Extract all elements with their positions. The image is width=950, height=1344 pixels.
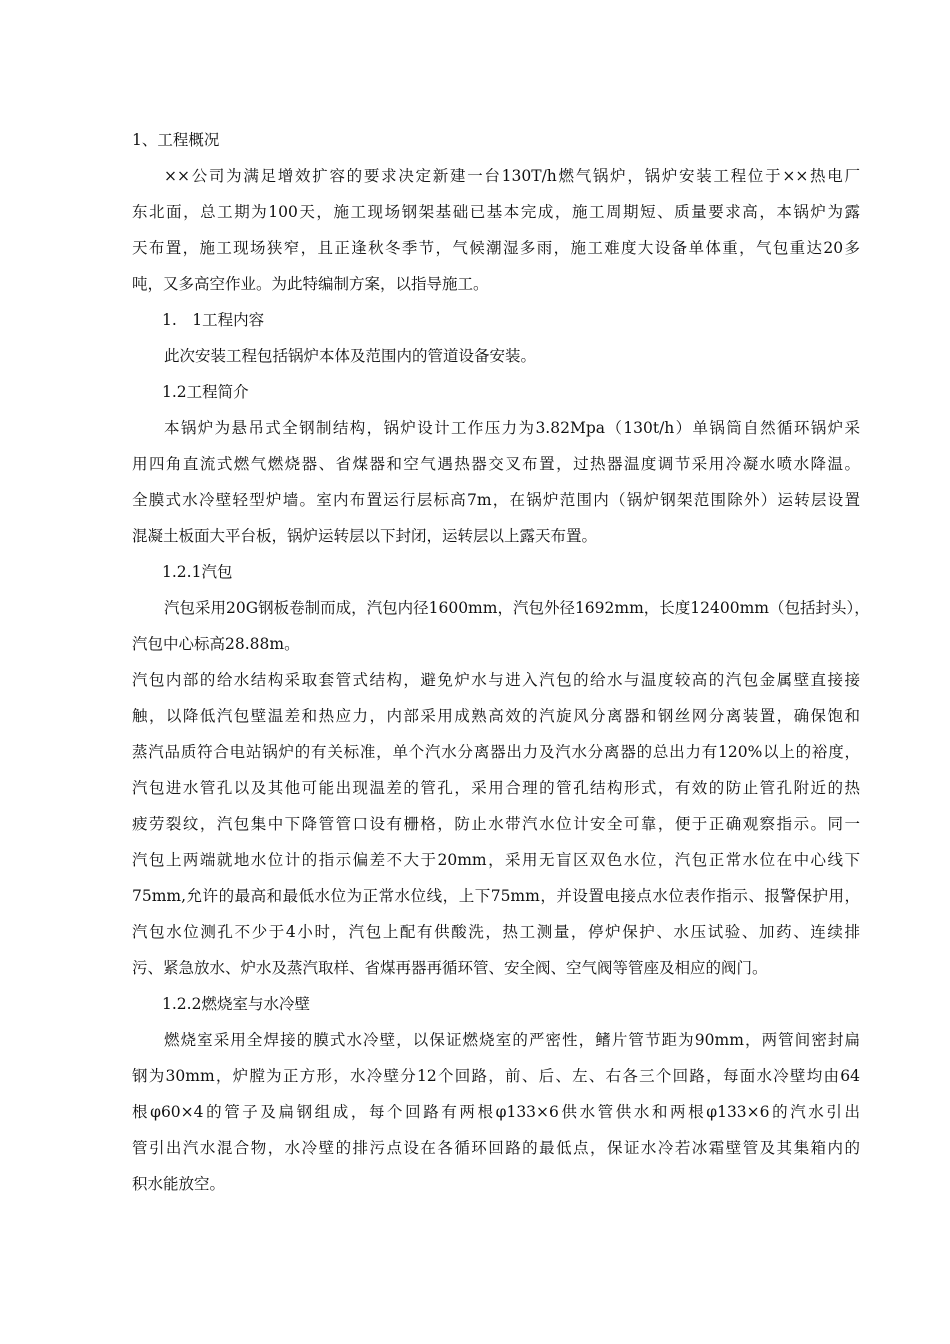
text-line: 蒸汽品质符合电站锅炉的有关标准，单个汽水分离器出力及汽水分离器的总出力有120%以上的裕度， xyxy=(132,743,860,761)
text-line: 燃烧室采用全焊接的膜式水冷壁，以保证燃烧室的严密性，鳍片管节距为90mm，两管间密封扁 xyxy=(164,1031,860,1049)
paragraph-drum-2 xyxy=(132,662,860,986)
heading-section-1-2-1: 1.2.1汽包 xyxy=(162,563,233,581)
text-line: 天布置，施工现场狭窄，且正逢秋冬季节，气候潮湿多雨，施工难度大设备单体重，气包重达20多 xyxy=(132,239,860,257)
text-line: 积水能放空。 xyxy=(132,1175,226,1193)
text-line: 管引出汽水混合物，水冷壁的排污点设在各循环回路的最低点，保证水冷若冰霜壁管及其集箱内的 xyxy=(132,1139,860,1157)
heading-section-1: 1、工程概况 xyxy=(132,131,220,149)
text-line: 污、紧急放水、炉水及蒸汽取样、省煤再器再循环管、安全阀、空气阀等管座及相应的阀门。 xyxy=(132,959,768,977)
text-line: 根φ60×4的管子及扁钢组成，每个回路有两根φ133×6供水管供水和两根φ133×6的汽水引出 xyxy=(132,1103,860,1121)
text-line: 钢为30mm，炉膛为正方形，水冷壁分12个回路，前、后、左、右各三个回路，每面水冷壁均由64 xyxy=(132,1067,860,1085)
heading-section-1-2: 1.2工程简介 xyxy=(162,383,249,401)
text-line: 全膜式水冷壁轻型炉墙。室内布置运行层标高7m，在锅炉范围内（锅炉钢架范围除外）运转层设置 xyxy=(132,491,860,509)
paragraph-content: 此次安装工程包括锅炉本体及范围内的管道设备安装。 xyxy=(164,347,537,365)
heading-section-1-1: 1. 1工程内容 xyxy=(162,311,265,329)
text-line: 吨，又多高空作业。为此特编制方案，以指导施工。 xyxy=(132,275,489,293)
paragraph-overview xyxy=(132,158,860,302)
text-line: 汽包进水管孔以及其他可能出现温差的管孔，采用合理的管孔结构形式，有效的防止管孔附近的热 xyxy=(132,779,860,797)
text-line: ××公司为满足增效扩容的要求决定新建一台130T/h燃气锅炉，锅炉安装工程位于××热电厂 xyxy=(164,167,860,185)
document-page xyxy=(132,122,870,1202)
paragraph-intro xyxy=(132,410,860,554)
text-line: 汽包中心标高28.88m。 xyxy=(132,635,300,653)
paragraph-furnace xyxy=(132,1022,860,1202)
text-line: 混凝土板面大平台板，锅炉运转层以下封闭，运转层以上露天布置。 xyxy=(132,527,598,545)
text-line: 75mm,允许的最高和最低水位为正常水位线，上下75mm，并设置电接点水位表作指示、报警保护用， xyxy=(132,887,860,905)
text-line: 本锅炉为悬吊式全钢制结构，锅炉设计工作压力为3.82Mpa（130t/h）单锅筒自然循环锅炉采 xyxy=(164,419,860,437)
text-line: 触，以降低汽包壁温差和热应力，内部采用成熟高效的汽旋风分离器和钢丝网分离装置，确保饱和 xyxy=(132,707,860,725)
heading-section-1-2-2: 1.2.2燃烧室与水冷壁 xyxy=(162,995,310,1013)
paragraph-drum-1 xyxy=(132,590,870,662)
text-line: 东北面，总工期为100天，施工现场钢架基础已基本完成，施工周期短、质量要求高，本锅炉为露 xyxy=(132,203,860,221)
text-line: 疲劳裂纹，汽包集中下降管管口设有栅格，防止水带汽水位计安全可靠，便于正确观察指示。同一 xyxy=(132,815,860,833)
text-line: 用四角直流式燃气燃烧器、省煤器和空气遇热器交叉布置，过热器温度调节采用冷凝水喷水降温。 xyxy=(132,455,860,473)
text-line: 汽包内部的给水结构采取套管式结构，避免炉水与进入汽包的给水与温度较高的汽包金属壁直接接 xyxy=(132,671,860,689)
text-line: 汽包采用20G钢板卷制而成，汽包内径1600mm，汽包外径1692mm，长度12400mm（包括封头）， xyxy=(164,599,870,617)
text-line: 汽包水位测孔不少于4小时，汽包上配有供酸洗，热工测量，停炉保护、水压试验、加药、连续排 xyxy=(132,923,860,941)
text-line: 汽包上两端就地水位计的指示偏差不大于20mm，采用无盲区双色水位，汽包正常水位在中心线下 xyxy=(132,851,860,869)
